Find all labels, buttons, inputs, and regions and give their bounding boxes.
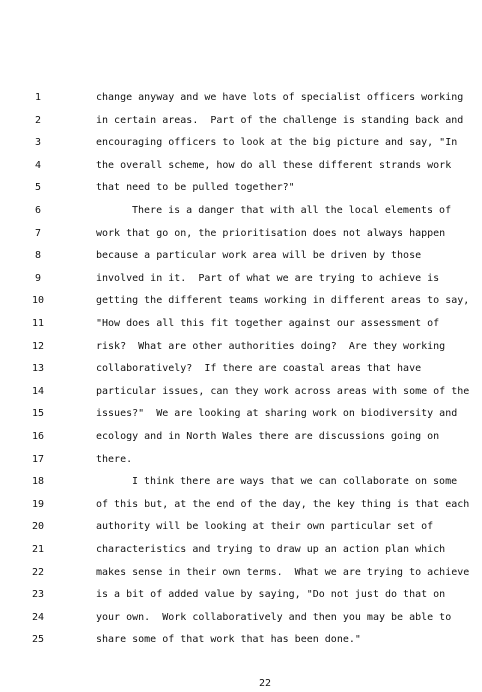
line-number: 22 [31, 566, 45, 578]
line-text: work that go on, the prioritisation does not always happen [96, 227, 446, 239]
line-text: I think there are ways that we can collaborate on some [132, 476, 458, 488]
line-text: of this but, at the end of the day, the key thing is that each [96, 498, 470, 510]
line-text: encouraging officers to look at the big picture and say, "In [96, 137, 458, 149]
line-number: 3 [34, 137, 42, 149]
line-number: 19 [31, 498, 45, 510]
line-number: 14 [31, 385, 45, 397]
line-text: particular issues, can they work across areas with some of the [96, 385, 470, 397]
line-number: 20 [31, 521, 45, 533]
line-text: issues?" We are looking at sharing work on biodiversity and [96, 408, 458, 420]
line-number: 15 [31, 408, 45, 420]
transcript-line [0, 567, 482, 590]
line-text: your own. Work collaboratively and then you may be able to [96, 611, 452, 623]
transcript-line [0, 273, 482, 296]
line-number: 25 [31, 634, 45, 646]
page-number: 22 [258, 678, 272, 689]
line-number: 17 [31, 453, 45, 465]
line-text: characteristics and trying to draw up an action plan which [96, 544, 446, 555]
transcript-line [0, 295, 482, 318]
line-number: 21 [31, 544, 45, 555]
line-number: 16 [31, 431, 45, 442]
line-number: 13 [31, 363, 45, 375]
line-number: 2 [34, 114, 42, 126]
transcript-line [0, 589, 482, 612]
transcript-line [0, 634, 482, 657]
line-number: 11 [31, 318, 45, 329]
transcript-line [0, 205, 482, 228]
line-number: 7 [34, 227, 42, 239]
line-text: the overall scheme, how do all these different strands work [96, 159, 452, 171]
line-number: 9 [34, 272, 42, 284]
line-text: There is a danger that with all the local elements of [132, 205, 452, 216]
transcript-line [0, 499, 482, 522]
line-number: 12 [31, 340, 45, 352]
transcript-line [0, 318, 482, 341]
transcript-line [0, 363, 482, 386]
transcript-line [0, 341, 482, 364]
line-text: because a particular work area will be driven by those [96, 250, 422, 262]
transcript-line [0, 137, 482, 160]
transcript-line [0, 544, 482, 567]
transcript-line [0, 92, 482, 115]
line-number: 18 [31, 476, 45, 488]
line-number: 23 [31, 589, 45, 601]
line-number: 8 [34, 250, 42, 262]
line-text: getting the different teams working in different areas to say, [96, 295, 470, 307]
transcript-line [0, 386, 482, 409]
transcript-line [0, 182, 482, 205]
line-text: there. [96, 453, 133, 465]
line-text: in certain areas. Part of the challenge is standing back and [96, 114, 464, 126]
line-text: makes sense in their own terms. What we are trying to achieve [96, 566, 470, 578]
line-text: share some of that work that has been done." [96, 634, 361, 646]
line-number: 6 [34, 205, 42, 216]
line-number: 4 [34, 159, 42, 171]
line-text: risk? What are other authorities doing? Are they working [96, 340, 446, 352]
line-number: 1 [34, 92, 42, 103]
line-text: is a bit of added value by saying, "Do not just do that on [96, 589, 446, 601]
line-text: involved in it. Part of what we are trying to achieve is [96, 272, 440, 284]
line-text: "How does all this fit together against our assessment of [96, 318, 440, 329]
line-text: change anyway and we have lots of specialist officers working [96, 92, 464, 103]
line-text: authority will be looking at their own particular set of [96, 521, 434, 533]
transcript-line [0, 160, 482, 183]
line-text: collaboratively? If there are coastal areas that have [96, 363, 422, 375]
transcript-line [0, 612, 482, 635]
line-text: ecology and in North Wales there are discussions going on [96, 431, 440, 442]
line-number: 10 [31, 295, 45, 307]
transcript-line [0, 228, 482, 251]
transcript-line [0, 408, 482, 431]
transcript-line [0, 521, 482, 544]
line-number: 5 [34, 182, 42, 194]
transcript-line [0, 250, 482, 273]
line-number: 24 [31, 611, 45, 623]
transcript-line [0, 431, 482, 454]
transcript-line [0, 476, 482, 499]
transcript-line [0, 115, 482, 138]
line-text: that need to be pulled together?" [96, 182, 295, 194]
transcript-line [0, 454, 482, 477]
